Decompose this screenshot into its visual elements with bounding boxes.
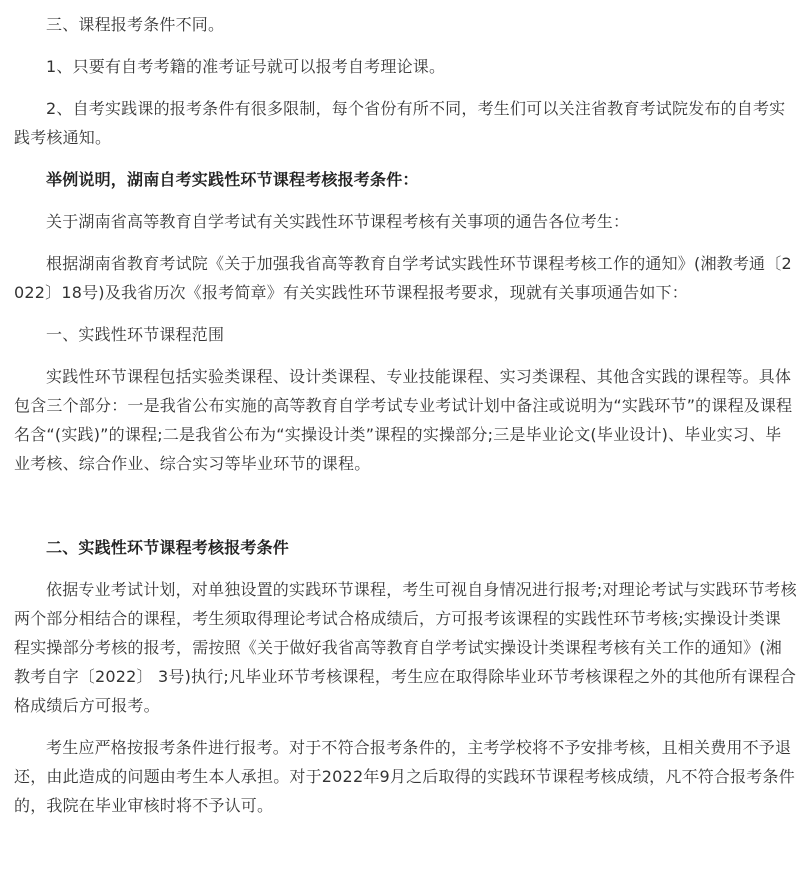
paragraph-notice-greeting: 关于湖南省高等教育自学考试有关实践性环节课程考核有关事项的通告各位考生： — [46, 212, 630, 231]
paragraph-notice-basis: 根据湖南省教育考试院《关于加强我省高等教育自学考试实践性环节课程考核工作的通知》(湘教考通〔2022〕18号)及我省历次《报考简章》有关实践性环节课程报考要求，现就有关事项通告如下： — [14, 254, 792, 302]
paragraph-hunan-example-heading: 举例说明，湖南自考实践性环节课程考核报考条件： — [46, 170, 419, 189]
paragraph-theory-course-condition: 1、只要有自考考籍的准考证号就可以报考自考理论课。 — [46, 57, 446, 76]
paragraph-section-two-content: 依据专业考试计划，对单独设置的实践环节课程，考生可视自身情况进行报考;对理论考试与实践环节考核两个部分相结合的课程，考生须取得理论考试合格成绩后，方可报考该课程的实践性环节考核;实操设计类课程实操部分考核的报考，需按照《关于做好我省高等教育自学考试实操设计类课程考核有关工作的通知》(湘教考自字〔2022〕 3号)执行;凡毕业环节考核课程，考生应在取得除毕业环节考核课程之外的其他所有课程合格成绩后方可报考。 — [14, 580, 797, 715]
paragraph-spacer — [14, 491, 797, 520]
paragraph-section-two-heading: 二、实践性环节课程考核报考条件 — [46, 538, 290, 557]
paragraph-strict-registration-note: 考生应严格按报考条件进行报考。对于不符合报考条件的，主考学校将不予安排考核，且相关费用不予退还，由此造成的问题由考生本人承担。对于2022年9月之后取得的实践环节课程考核成绩，凡不符合报考条件的，我院在毕业审核时将不予认可。 — [14, 738, 795, 815]
paragraph-practice-course-condition: 2、自考实践课的报考条件有很多限制，每个省份有所不同，考生们可以关注省教育考试院发布的自考实践考核通知。 — [14, 99, 786, 147]
paragraph-course-conditions-heading: 三、课程报考条件不同。 — [46, 15, 225, 34]
paragraph-section-one-heading: 一、实践性环节课程范围 — [46, 325, 225, 344]
paragraph-section-one-content: 实践性环节课程包括实验类课程、设计类课程、专业技能课程、实习类课程、其他含实践的课程等。具体包含三个部分：一是我省公布实施的高等教育自学考试专业考试计划中备注或说明为“实践环节”的课程及课程名含“(实践)”的课程;二是我省公布为“实操设计类”课程的实操部分;三是毕业论文(毕业设计)、毕业实习、毕业考核、综合作业、综合实习等毕业环节的课程。 — [14, 367, 793, 473]
